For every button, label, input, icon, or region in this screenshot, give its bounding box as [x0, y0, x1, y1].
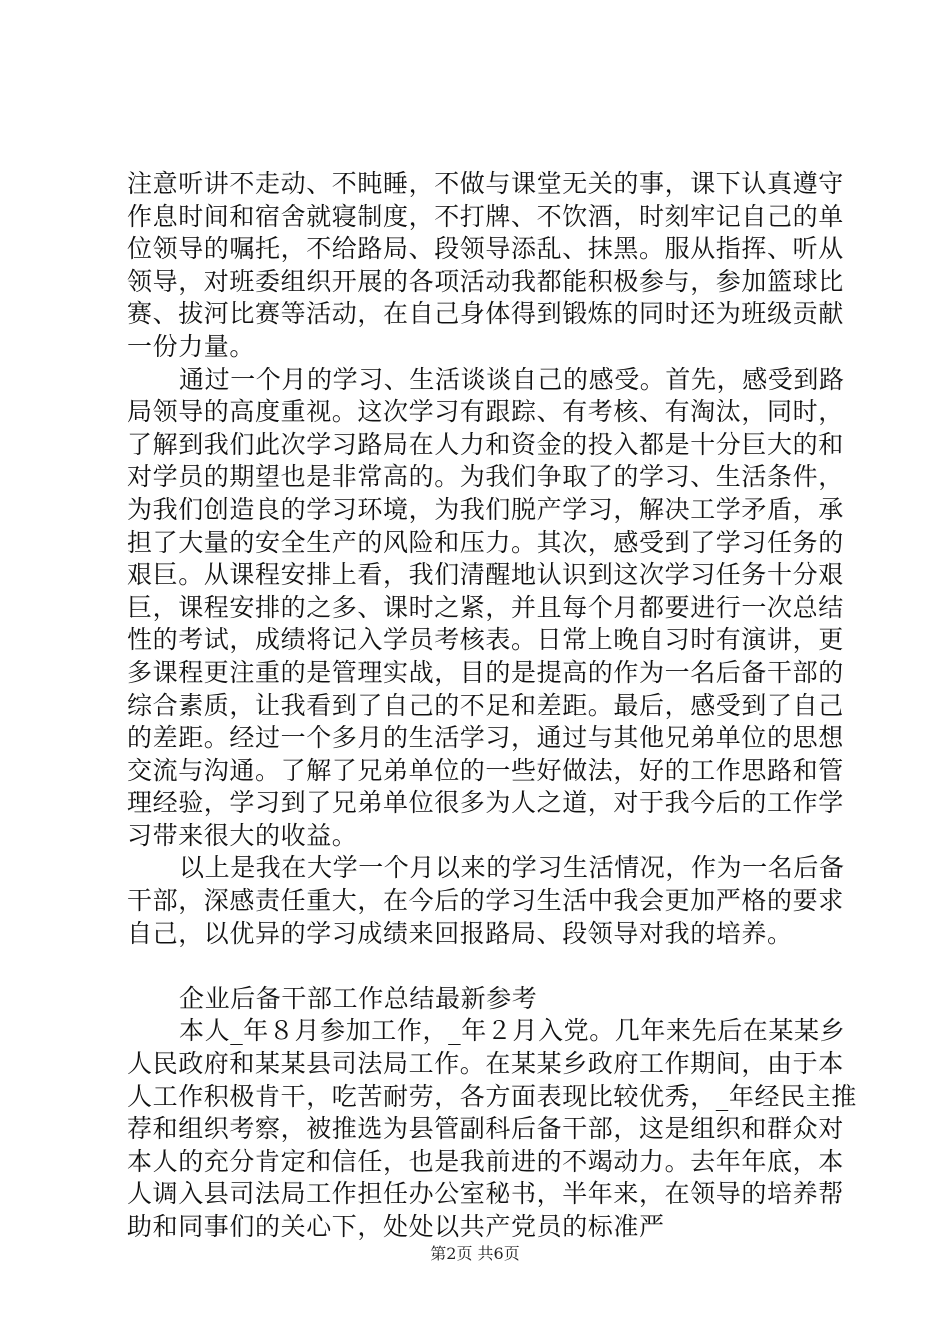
page-footer [0, 1244, 950, 1264]
paragraph-spacer [127, 950, 857, 983]
document-body [127, 168, 857, 1244]
section-paragraph-1: 本人_年８月参加工作，_年２月入党。几年来先后在某某乡人民政府和某某县司法局工作。在某某乡政府工作期间，由于本人工作积极肯干，吃苦耐劳，各方面表现比较优秀，_年经民主推荐和组织考察，被推选为县管副科后备干部，这是组织和群众对本人的充分肯定和信任，也是我前进的不竭动力。去年年底，本人调入县司法局工作担任办公室秘书，半年来，在领导的培养帮助和同事们的关心下，处处以共产党员的标准严 [127, 1016, 857, 1241]
paragraph-1: 注意听讲不走动、不盹睡，不做与课堂无关的事，课下认真遵守作息时间和宿舍就寝制度，不打牌、不饮酒，时刻牢记自己的单位领导的嘱托，不给路局、段领导添乱、抹黑。服从指挥、听从领导，对班委组织开展的各项活动我都能积极参与，参加篮球比赛、拔河比赛等活动，在自己身体得到锻炼的同时还为班级贡献一份力量。 [127, 169, 844, 361]
section-title: 企业后备干部工作总结最新参考 [179, 983, 538, 1013]
paragraph-2: 通过一个月的学习、生活谈谈自己的感受。首先，感受到路局领导的高度重视。这次学习有跟踪、有考核、有淘汰，同时，了解到我们此次学习路局在人力和资金的投入都是十分巨大的和对学员的期望也是非常高的。为我们争取了的学习、生活条件，为我们创造良的学习环境，为我们脱产学习，解决工学矛盾，承担了大量的安全生产的风险和压力。其次，感受到了学习任务的艰巨。从课程安排上看，我们清醒地认识到这次学习任务十分艰巨，课程安排的之多、课时之紧，并且每个月都要进行一次总结性的考试，成绩将记入学员考核表。日常上晚自习时有演讲，更多课程更注重的是管理实战，目的是提高的作为一名后备干部的综合素质，让我看到了自己的不足和差距。最后，感受到了自己的差距。经过一个多月的生活学习，通过与其他兄弟单位的思想交流与沟通。了解了兄弟单位的一些好做法，好的工作思路和管理经验，学习到了兄弟单位很多为人之道，对于我今后的工作学习带来很大的收益。 [127, 364, 845, 850]
page-number-text: 第2页 共6页 [430, 1244, 520, 1263]
paragraph-3: 以上是我在大学一个月以来的学习生活情况，作为一名后备干部，深感责任重大，在今后的学习生活中我会更加严格的要求自己，以优异的学习成绩来回报路局、段领导对我的培养。 [127, 853, 845, 948]
